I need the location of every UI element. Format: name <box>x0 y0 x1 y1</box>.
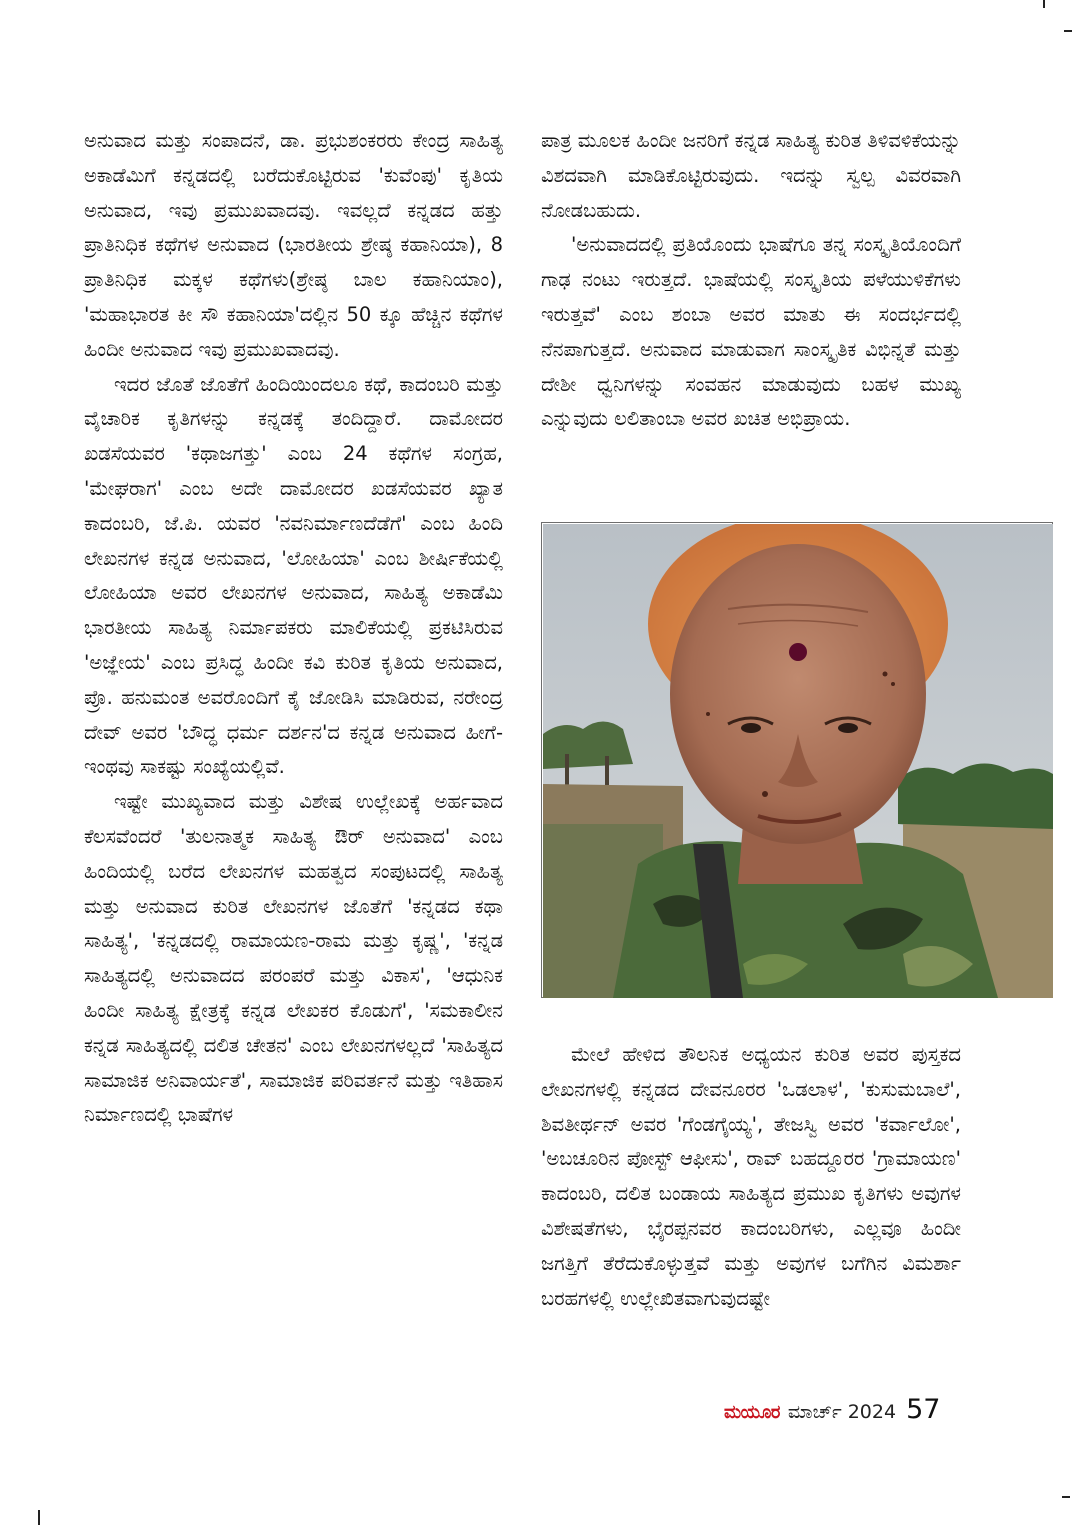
paragraph: 'ಅನುವಾದದಲ್ಲಿ ಪ್ರತಿಯೊಂದು ಭಾಷೆಗೂ ತನ್ನ ಸಂಸ್ಕೃತಿಯೊಂದಿಗೆ ಗಾಢ ನಂಟು ಇರುತ್ತದೆ. ಭಾಷೆಯಲ್ಲಿ ಸಂಸ್ಕೃತಿಯ ಪಳೆಯುಳಿಕೆಗಳು ಇರುತ್ತವೆ' ಎಂಬ ಶಂಬಾ ಅವರ ಮಾತು ಈ ಸಂದರ್ಭದಲ್ಲಿ ನೆನಪಾಗುತ್ತದೆ. ಅನುವಾದ ಮಾಡುವಾಗ ಸಾಂಸ್ಕೃತಿಕ ವಿಭಿನ್ನತೆ ಮತ್ತು ದೇಶೀ ಧ್ವನಿಗಳನ್ನು ಸಂವಹನ ಮಾಡುವುದು ಬಹಳ ಮುಖ್ಯ ಎನ್ನುವುದು ಲಲಿತಾಂಬಾ ಅವರ ಖಚಿತ ಅಭಿಪ್ರಾಯ. <box>541 233 961 431</box>
article-left-column <box>84 124 503 1133</box>
article-right-column-bottom <box>541 1038 961 1316</box>
crop-mark-bottom-right <box>1062 1496 1070 1498</box>
article-right-column-top <box>541 124 961 437</box>
portrait-illustration <box>543 524 1053 998</box>
paragraph: ಮೇಲೆ ಹೇಳಿದ ತೌಲನಿಕ ಅಧ್ಯಯನ ಕುರಿತ ಅವರ ಪುಸ್ತಕದ ಲೇಖನಗಳಲ್ಲಿ ಕನ್ನಡದ ದೇವನೂರರ 'ಒಡಲಾಳ', 'ಕುಸುಮಬಾಲೆ', ಶಿವತೀರ್ಥನ್ ಅವರ 'ಗೆಂಡಗೈಯ್ಯ', ತೇಜಸ್ವಿ ಅವರ 'ಕರ್ವಾಲೋ', 'ಅಬಚೂರಿನ ಪೋಸ್ಟ್ ಆಫೀಸು', ರಾವ್ ಬಹದ್ದೂರರ 'ಗ್ರಾಮಾಯಣ' ಕಾದಂಬರಿ, ದಲಿತ ಬಂಡಾಯ ಸಾಹಿತ್ಯದ ಪ್ರಮುಖ ಕೃತಿಗಳು ಅವುಗಳ ವಿಶೇಷತೆಗಳು, ಭೈರಪ್ಪನವರ ಕಾದಂಬರಿಗಳು, ಎಲ್ಲವೂ ಹಿಂದೀ ಜಗತ್ತಿಗೆ ತೆರೆದುಕೊಳ್ಳುತ್ತವೆ ಮತ್ತು ಅವುಗಳ ಬಗೆಗಿನ ವಿಮರ್ಶಾ ಬರಹಗಳಲ್ಲಿ ಉಲ್ಲೇಖಿತವಾಗುವುದಷ್ಟೇ <box>541 1043 961 1310</box>
crop-mark-bottom-left <box>38 1510 40 1525</box>
paragraph: ಪಾತ್ರ ಮೂಲಕ ಹಿಂದೀ ಜನರಿಗೆ ಕನ್ನಡ ಸಾಹಿತ್ಯ ಕುರಿತ ತಿಳಿವಳಿಕೆಯನ್ನು ವಿಶದವಾಗಿ ಮಾಡಿಕೊಟ್ಟಿರುವುದು. ಇದನ್ನು ಸ್ವಲ್ಪ ವಿವರವಾಗಿ ನೋಡಬಹುದು. <box>541 129 961 222</box>
crop-mark-top <box>1043 0 1045 8</box>
paragraph: ಇಷ್ಟೇ ಮುಖ್ಯವಾದ ಮತ್ತು ವಿಶೇಷ ಉಲ್ಲೇಖಕ್ಕೆ ಅರ್ಹವಾದ ಕೆಲಸವೆಂದರೆ 'ತುಲನಾತ್ಮಕ ಸಾಹಿತ್ಯ ಔರ್ ಅನುವಾದ' ಎಂಬ ಹಿಂದಿಯಲ್ಲಿ ಬರೆದ ಲೇಖನಗಳ ಮಹತ್ವದ ಸಂಪುಟದಲ್ಲಿ ಸಾಹಿತ್ಯ ಮತ್ತು ಅನುವಾದ ಕುರಿತ ಲೇಖನಗಳ ಜೊತೆಗೆ 'ಕನ್ನಡದ ಕಥಾ ಸಾಹಿತ್ಯ', 'ಕನ್ನಡದಲ್ಲಿ ರಾಮಾಯಣ-ರಾಮ ಮತ್ತು ಕೃಷ್ಣ', 'ಕನ್ನಡ ಸಾಹಿತ್ಯದಲ್ಲಿ ಅನುವಾದದ ಪರಂಪರೆ ಮತ್ತು ವಿಕಾಸ', 'ಆಧುನಿಕ ಹಿಂದೀ ಸಾಹಿತ್ಯ ಕ್ಷೇತ್ರಕ್ಕೆ ಕನ್ನಡ ಲೇಖಕರ ಕೊಡುಗೆ', 'ಸಮಕಾಲೀನ ಕನ್ನಡ ಸಾಹಿತ್ಯದಲ್ಲಿ ದಲಿತ ಚೇತನ' ಎಂಬ ಲೇಖನಗಳಲ್ಲದೆ 'ಸಾಹಿತ್ಯದ ಸಾಮಾಜಿಕ ಅನಿವಾರ್ಯತೆ', ಸಾಮಾಜಿಕ ಪರಿವರ್ತನೆ ಮತ್ತು ಇತಿಹಾಸ ನಿರ್ಮಾಣದಲ್ಲಿ ಭಾಷೆಗಳ <box>84 790 503 1127</box>
page-footer <box>724 1394 964 1430</box>
issue-date: ಮಾರ್ಚ್ 2024 <box>787 1401 897 1423</box>
paragraph: ಅನುವಾದ ಮತ್ತು ಸಂಪಾದನೆ, ಡಾ. ಪ್ರಭುಶಂಕರರು ಕೇಂದ್ರ ಸಾಹಿತ್ಯ ಅಕಾಡೆಮಿಗೆ ಕನ್ನಡದಲ್ಲಿ ಬರೆದುಕೊಟ್ಟಿರುವ 'ಕುವೆಂಪು' ಕೃತಿಯ ಅನುವಾದ, ಇವು ಪ್ರಮುಖವಾದವು. ಇವಲ್ಲದೆ ಕನ್ನಡದ ಹತ್ತು ಪ್ರಾತಿನಿಧಿಕ ಕಥೆಗಳ ಅನುವಾದ (ಭಾರತೀಯ ಶ್ರೇಷ್ಠ ಕಹಾನಿಯಾ), 8 ಪ್ರಾತಿನಿಧಿಕ ಮಕ್ಕಳ ಕಥೆಗಳು(ಶ್ರೇಷ್ಠ ಬಾಲ ಕಹಾನಿಯಾಂ), 'ಮಹಾಭಾರತ ಕೀ ಸೌ ಕಹಾನಿಯಾ'ದಲ್ಲಿನ 50 ಕ್ಕೂ ಹೆಚ್ಚಿನ ಕಥೆಗಳ ಹಿಂದೀ ಅನುವಾದ ಇವು ಪ್ರಮುಖವಾದವು. <box>84 129 503 361</box>
magazine-logo: ಮಯೂರ <box>724 1402 780 1423</box>
crop-mark-right <box>1064 30 1072 32</box>
page-number: 57 <box>906 1394 941 1425</box>
portrait-photo <box>541 522 1053 998</box>
paragraph: ಇದರ ಜೊತೆ ಜೊತೆಗೆ ಹಿಂದಿಯಿಂದಲೂ ಕಥೆ, ಕಾದಂಬರಿ ಮತ್ತು ವೈಚಾರಿಕ ಕೃತಿಗಳನ್ನು ಕನ್ನಡಕ್ಕೆ ತಂದಿದ್ದಾರೆ. ದಾಮೋದರ ಖಡಸೆಯವರ 'ಕಥಾಜಗತ್ತು' ಎಂಬ 24 ಕಥೆಗಳ ಸಂಗ್ರಹ, 'ಮೇಘರಾಗ' ಎಂಬ ಅದೇ ದಾಮೋದರ ಖಡಸೆಯವರ ಖ್ಯಾತ ಕಾದಂಬರಿ, ಜೆ.ಪಿ. ಯವರ 'ನವನಿರ್ಮಾಣದೆಡೆಗೆ' ಎಂಬ ಹಿಂದಿ ಲೇಖನಗಳ ಕನ್ನಡ ಅನುವಾದ, 'ಲೋಹಿಯಾ' ಎಂಬ ಶೀರ್ಷಿಕೆಯಲ್ಲಿ ಲೋಹಿಯಾ ಅವರ ಲೇಖನಗಳ ಅನುವಾದ, ಸಾಹಿತ್ಯ ಅಕಾಡೆಮಿ ಭಾರತೀಯ ಸಾಹಿತ್ಯ ನಿರ್ಮಾಪಕರು ಮಾಲಿಕೆಯಲ್ಲಿ ಪ್ರಕಟಿಸಿರುವ 'ಅಜ್ಞೇಯ' ಎಂಬ ಪ್ರಸಿದ್ಧ ಹಿಂದೀ ಕವಿ ಕುರಿತ ಕೃತಿಯ ಅನುವಾದ, ಪ್ರೊ. ಹನುಮಂತ ಅವರೊಂದಿಗೆ ಕೈ ಜೋಡಿಸಿ ಮಾಡಿರುವ, ನರೇಂದ್ರ ದೇವ್ ಅವರ 'ಬೌದ್ಧ ಧರ್ಮ ದರ್ಶನ'ದ ಕನ್ನಡ ಅನುವಾದ ಹೀಗೆ- ಇಂಥವು ಸಾಕಷ್ಟು ಸಂಖ್ಯೆಯಲ್ಲಿವೆ. <box>84 372 503 779</box>
